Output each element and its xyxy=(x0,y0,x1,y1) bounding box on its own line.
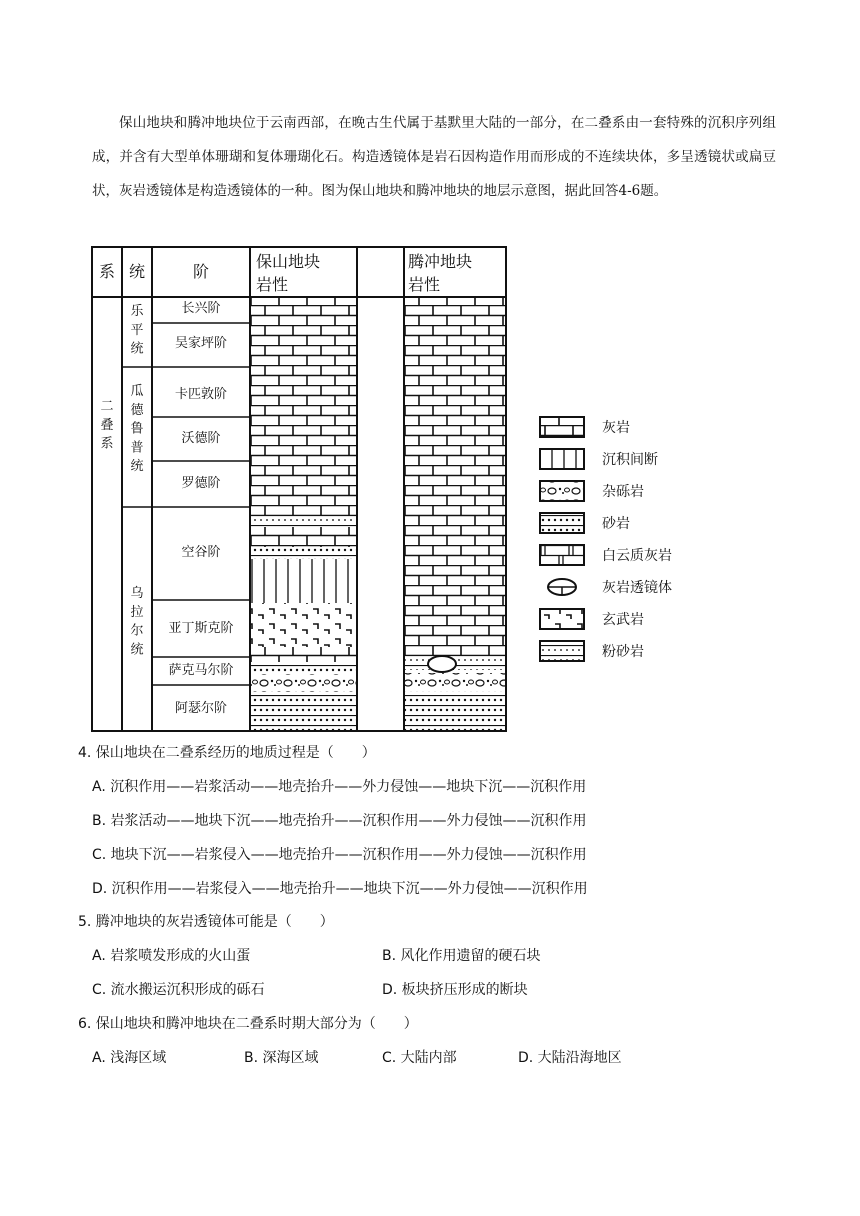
limestone-lens-icon xyxy=(428,656,456,672)
legend xyxy=(540,417,672,661)
q5-option-c: C. 流水搬运沉积形成的砾石 xyxy=(92,982,265,998)
q5-option-a: A. 岩浆喷发形成的火山蛋 xyxy=(92,948,251,964)
hiatus-icon xyxy=(540,449,584,469)
question-5: 5. 腾冲地块的灰岩透镜体可能是（ ） xyxy=(78,914,334,930)
series-name: 乌拉尔统 xyxy=(130,586,144,658)
q4-option-d: D. 沉积作用——岩浆侵入——地壳抬升——地块下沉——外力侵蚀——沉积作用 xyxy=(92,881,588,897)
system-name: 二叠系 xyxy=(100,399,114,452)
legend-label: 灰岩透镜体 xyxy=(602,580,672,596)
stage-label: 吴家坪阶 xyxy=(174,336,228,351)
stage-label: 卡匹敦阶 xyxy=(174,387,228,402)
question-4: 4. 保山地块在二叠系经历的地质过程是（ ） xyxy=(78,745,376,761)
header-series: 统 xyxy=(128,262,146,281)
legend-label: 砂岩 xyxy=(602,516,630,532)
stage-label: 亚丁斯克阶 xyxy=(168,621,234,636)
series-name: 乐平统 xyxy=(130,304,144,357)
question-6: 6. 保山地块和腾冲地块在二叠系时期大部分为（ ） xyxy=(78,1016,418,1032)
header-system: 系 xyxy=(98,262,116,281)
dolomitic-limestone-icon xyxy=(540,545,584,565)
conglomerate-icon xyxy=(540,481,584,501)
legend-label: 杂砾岩 xyxy=(602,484,644,500)
q6-option-c: C. 大陆内部 xyxy=(382,1050,457,1066)
legend-label: 玄武岩 xyxy=(602,612,644,628)
header-tengchong: 腾冲地块岩性 xyxy=(408,252,473,295)
legend-label: 粉砂岩 xyxy=(602,644,644,660)
legend-label: 沉积间断 xyxy=(602,452,658,468)
baoshan-column xyxy=(251,298,356,730)
q6-option-b: B. 深海区域 xyxy=(244,1050,319,1066)
header-baoshan: 保山地块岩性 xyxy=(256,252,321,295)
q6-option-d: D. 大陆沿海地区 xyxy=(518,1050,622,1066)
limestone-icon xyxy=(540,417,584,437)
stage-label: 空谷阶 xyxy=(181,545,221,560)
legend-label: 灰岩 xyxy=(602,420,630,436)
stage-label: 沃德阶 xyxy=(181,431,221,446)
tengchong-column xyxy=(405,298,505,730)
stratigraphic-figure xyxy=(90,245,790,735)
q4-option-a: A. 沉积作用——岩浆活动——地壳抬升——外力侵蚀——地块下沉——沉积作用 xyxy=(92,779,587,795)
q5-option-d: D. 板块挤压形成的断块 xyxy=(382,982,528,998)
series-name: 瓜德鲁普统 xyxy=(130,384,144,475)
stage-label: 萨克马尔阶 xyxy=(168,663,234,678)
q5-option-b: B. 风化作用遗留的硬石块 xyxy=(382,948,541,964)
siltstone-icon xyxy=(540,641,584,661)
sandstone-icon xyxy=(540,513,584,533)
q4-option-b: B. 岩浆活动——地块下沉——地壳抬升——沉积作用——外力侵蚀——沉积作用 xyxy=(92,813,587,829)
header-stage: 阶 xyxy=(192,262,210,281)
stage-label: 阿瑟尔阶 xyxy=(174,701,228,716)
stage-label: 长兴阶 xyxy=(181,301,221,316)
q6-option-a: A. 浅海区域 xyxy=(92,1050,167,1066)
legend-label: 白云质灰岩 xyxy=(602,548,672,564)
intro-paragraph: 保山地块和腾冲地块位于云南西部，在晚古生代属于基默里大陆的一部分，在二叠系由一套特殊的沉积序列组成，并含有大型单体珊瑚和复体珊瑚化石。构造透镜体是岩石因构造作用而形成的不连续块体，多呈透镜状或扁豆状，灰岩透镜体是构造透镜体的一种。图为保山地块和腾冲地块的地层示意图，据此回答4-6题。 xyxy=(92,115,776,199)
stage-label: 罗德阶 xyxy=(181,476,221,491)
q4-option-c: C. 地块下沉——岩浆侵入——地壳抬升——沉积作用——外力侵蚀——沉积作用 xyxy=(92,847,587,863)
basalt-icon xyxy=(540,609,584,629)
